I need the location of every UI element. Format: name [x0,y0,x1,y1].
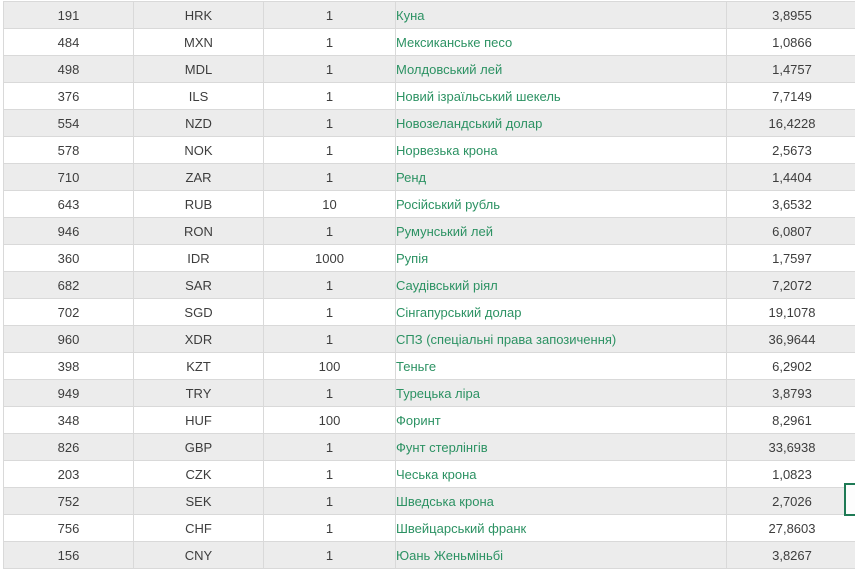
currency-rate: 7,7149 [727,83,855,110]
currency-rate: 3,8955 [727,2,855,29]
table-row [4,380,855,407]
currency-rate: 1,0866 [727,29,855,56]
table-row [4,29,855,56]
currency-digital-code: 752 [4,488,134,515]
table-row [4,191,855,218]
currency-amount: 1 [264,110,396,137]
currency-name-link[interactable]: Саудівський ріял [396,277,498,293]
table-row [4,245,855,272]
currency-name-cell [396,434,727,461]
currency-rate: 6,2902 [727,353,855,380]
currency-table-body [4,2,855,569]
currency-letter-code: SAR [134,272,264,299]
currency-rate: 2,5673 [727,137,855,164]
currency-name-cell [396,218,727,245]
currency-rate: 33,6938 [727,434,855,461]
currency-amount: 1 [264,380,396,407]
currency-amount: 1 [264,56,396,83]
currency-letter-code: CZK [134,461,264,488]
currency-digital-code: 643 [4,191,134,218]
currency-digital-code: 946 [4,218,134,245]
currency-digital-code: 360 [4,245,134,272]
currency-letter-code: TRY [134,380,264,407]
currency-letter-code: XDR [134,326,264,353]
currency-amount: 1 [264,542,396,569]
currency-name-link[interactable]: Рупія [396,250,429,266]
clipped-overlay-button[interactable] [844,483,855,516]
table-row [4,299,855,326]
table-row [4,56,855,83]
currency-letter-code: HRK [134,2,264,29]
currency-letter-code: IDR [134,245,264,272]
currency-rates-table-wrap [3,1,855,569]
table-row [4,2,855,29]
currency-rates-table [3,1,855,569]
currency-amount: 100 [264,353,396,380]
currency-name-cell [396,542,727,569]
table-row [4,542,855,569]
currency-name-cell [396,515,727,542]
currency-digital-code: 826 [4,434,134,461]
currency-digital-code: 949 [4,380,134,407]
currency-name-cell [396,56,727,83]
currency-amount: 1 [264,461,396,488]
currency-amount: 10 [264,191,396,218]
currency-amount: 1 [264,434,396,461]
currency-digital-code: 191 [4,2,134,29]
table-row [4,488,855,515]
currency-name-cell [396,326,727,353]
currency-amount: 1 [264,137,396,164]
currency-amount: 100 [264,407,396,434]
currency-name-link[interactable]: Сінгапурський долар [396,304,522,320]
currency-rate: 16,4228 [727,110,855,137]
currency-rate: 3,8267 [727,542,855,569]
currency-digital-code: 578 [4,137,134,164]
currency-digital-code: 960 [4,326,134,353]
currency-name-link[interactable]: Молдовський лей [396,61,503,77]
currency-name-link[interactable]: Турецька ліра [396,385,480,401]
currency-name-cell [396,299,727,326]
currency-rate: 1,0823 [727,461,855,488]
currency-rate: 6,0807 [727,218,855,245]
currency-letter-code: RON [134,218,264,245]
currency-digital-code: 156 [4,542,134,569]
currency-digital-code: 203 [4,461,134,488]
currency-name-cell [396,488,727,515]
table-row [4,407,855,434]
currency-name-link[interactable]: Куна [396,7,425,23]
currency-amount: 1 [264,515,396,542]
currency-digital-code: 756 [4,515,134,542]
currency-rate: 19,1078 [727,299,855,326]
table-row [4,461,855,488]
currency-name-link[interactable]: Теньге [396,358,437,374]
currency-amount: 1000 [264,245,396,272]
currency-name-cell [396,164,727,191]
currency-name-cell [396,191,727,218]
currency-name-link[interactable]: Швейцарський франк [396,520,527,536]
currency-amount: 1 [264,2,396,29]
currency-letter-code: MDL [134,56,264,83]
table-row [4,434,855,461]
currency-amount: 1 [264,29,396,56]
currency-digital-code: 498 [4,56,134,83]
currency-name-cell [396,29,727,56]
currency-letter-code: KZT [134,353,264,380]
currency-name-link[interactable]: Юань Женьміньбі [396,547,504,563]
currency-digital-code: 702 [4,299,134,326]
table-row [4,272,855,299]
table-row [4,515,855,542]
currency-letter-code: GBP [134,434,264,461]
currency-digital-code: 348 [4,407,134,434]
currency-digital-code: 682 [4,272,134,299]
table-row [4,137,855,164]
currency-name-cell [396,137,727,164]
currency-name-cell [396,110,727,137]
currency-rate: 1,4757 [727,56,855,83]
currency-name-link[interactable]: Фунт стерлінгів [396,439,488,455]
currency-name-link[interactable]: Мексиканське песо [396,34,513,50]
currency-letter-code: RUB [134,191,264,218]
currency-name-cell [396,245,727,272]
currency-amount: 1 [264,83,396,110]
currency-rate: 36,9644 [727,326,855,353]
currency-letter-code: CNY [134,542,264,569]
currency-letter-code: ILS [134,83,264,110]
currency-name-link[interactable]: Румунський лей [396,223,493,239]
currency-rate: 2,7026 [727,488,855,515]
currency-letter-code: MXN [134,29,264,56]
currency-name-link[interactable]: Російський рубль [396,196,501,212]
currency-letter-code: ZAR [134,164,264,191]
currency-amount: 1 [264,488,396,515]
currency-amount: 1 [264,218,396,245]
currency-name-cell [396,461,727,488]
currency-letter-code: HUF [134,407,264,434]
currency-rate: 3,6532 [727,191,855,218]
currency-digital-code: 554 [4,110,134,137]
currency-digital-code: 484 [4,29,134,56]
currency-name-cell [396,2,727,29]
currency-amount: 1 [264,272,396,299]
currency-name-link[interactable]: СПЗ (спеціальні права запозичення) [396,331,617,347]
currency-letter-code: SGD [134,299,264,326]
currency-name-cell [396,353,727,380]
currency-name-cell [396,407,727,434]
currency-digital-code: 710 [4,164,134,191]
currency-amount: 1 [264,326,396,353]
currency-rate: 27,8603 [727,515,855,542]
currency-name-link[interactable]: Новозеландський долар [396,115,543,131]
table-row [4,83,855,110]
table-row [4,353,855,380]
currency-digital-code: 376 [4,83,134,110]
table-row [4,326,855,353]
currency-letter-code: NZD [134,110,264,137]
currency-digital-code: 398 [4,353,134,380]
currency-name-link[interactable]: Шведська крона [396,493,494,509]
currency-rate: 7,2072 [727,272,855,299]
currency-name-cell [396,380,727,407]
currency-rate: 3,8793 [727,380,855,407]
currency-name-link[interactable]: Чеська крона [396,466,477,482]
currency-name-link[interactable]: Норвезька крона [396,142,498,158]
currency-name-cell [396,272,727,299]
currency-letter-code: CHF [134,515,264,542]
table-row [4,110,855,137]
table-row [4,218,855,245]
currency-name-cell [396,83,727,110]
currency-name-link[interactable]: Ренд [396,169,427,185]
currency-rate: 1,7597 [727,245,855,272]
currency-letter-code: SEK [134,488,264,515]
currency-amount: 1 [264,299,396,326]
currency-name-link[interactable]: Форинт [396,412,441,428]
currency-rate: 1,4404 [727,164,855,191]
currency-name-link[interactable]: Новий ізраїльський шекель [396,88,561,104]
currency-rate: 8,2961 [727,407,855,434]
table-row [4,164,855,191]
currency-amount: 1 [264,164,396,191]
currency-letter-code: NOK [134,137,264,164]
